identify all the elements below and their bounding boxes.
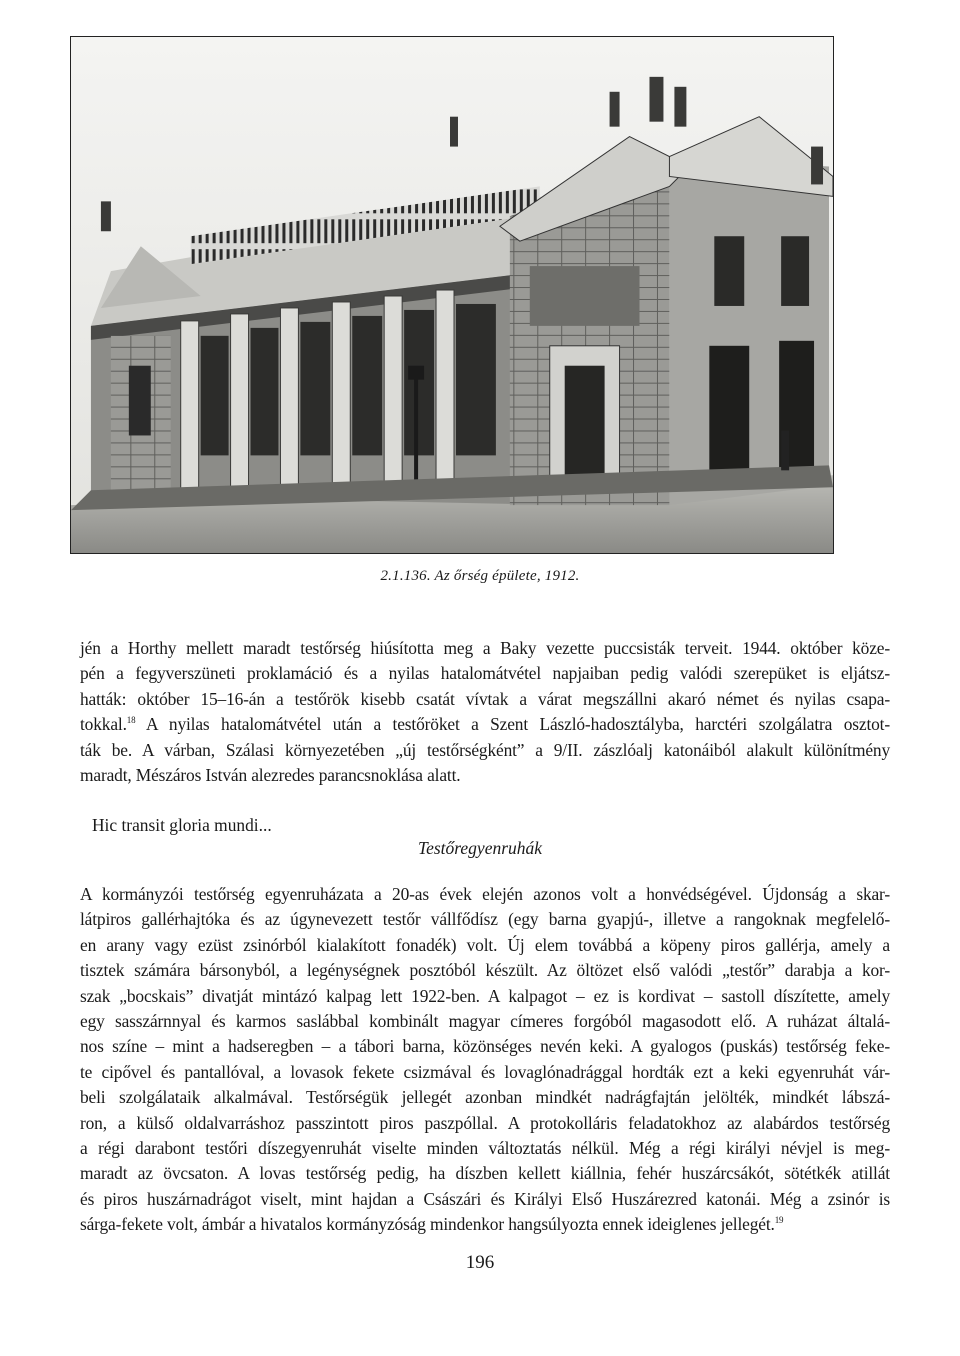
paragraph-2-line: tisztek számára bársonyból, a legénységnek posztóból készült. Az öltözet első valódi „testőr” darabja a kor- [80, 960, 890, 981]
paragraph-2-line: a régi darabont testőri díszegyenruhát viselte minden változtatás nélkül. Még a régi királyi névjel is meg- [80, 1138, 890, 1159]
paragraph-2-line: és piros huszárnadrágot viselt, mint hajdan a Császári és Királyi Első Huszárezred katonái. Még a zsinór is [80, 1188, 890, 1209]
page-number: 196 [465, 1252, 495, 1273]
paragraph-1-line: jén a Horthy mellett maradt testőrség hiúsította meg a Baky vezette puccsisták terveit. 1944. október köze- [80, 638, 890, 658]
paragraph-2-line: egy sasszárnnyal és karmos saslábbal kombinált magyar címeres forgóból magasodott elő. A ruházat általá- [80, 1011, 890, 1032]
paragraph-2 [80, 882, 890, 1238]
paragraph-2-line: maradt az övcsaton. A lovas testőrség pedig, ha díszben kellett kiállnia, fehér huszárcsákót, sötétkék atillát [80, 1163, 890, 1184]
paragraph-2-line: nos színe – mint a hadseregben – a tábori barna, közönséges nevén keki. A gyalogos (puskás) testőrség feke- [80, 1036, 890, 1057]
paragraph-2-line: en arany vagy ezüst zsinórból kialakított fonadék) volt. Új elem továbbá a köpeny piros gallérja, amely a [80, 934, 890, 955]
paragraph-2-segment: sárga-fekete volt, ámbár a hivatalos kormányzóság mindenkor hangsúlyozta ennek ideiglenes jellegét. [80, 1214, 775, 1235]
paragraph-1-line: pén a fegyverszüneti proklamáció és a nyilas hatalomátvétel napjaiban pedig valódi szerepüket is eljátsz- [80, 663, 890, 684]
paragraph-2-line [80, 1212, 890, 1237]
hic-transit-line: Hic transit gloria mundi... [92, 815, 272, 835]
paragraph-1-segment: A nyilas hatalomátvétel után a testőröket a Szent László-hadosztályba, harctéri szolgálatra osztot- [135, 714, 890, 735]
paragraph-2-line: te cipővel és pantallóval, a lovasok fekete csizmával és lovaglónadrággal hordták ezt a keki egyenruhát vár- [80, 1061, 890, 1082]
paragraph-1 [80, 636, 890, 788]
paragraph-2-line: szak „bocskais” divatját mintázó kalpag lett 1922-ben. A kalpagot – ez is kordivat – sastoll díszítette, amely [80, 985, 890, 1006]
paragraph-1-line: hatták: október 15–16-án a testőrök kisebb csatát vívtak a várat megszállni akaró német és nyilas csapa- [80, 688, 890, 709]
building-photograph [70, 36, 834, 554]
footnote-ref-18: 18 [126, 715, 136, 726]
paragraph-2-line: ron, a külső oldalvarráshoz passzintott piros paszpóllal. A protokolláris feladatokhoz az alabárdos testőrség [80, 1112, 890, 1133]
figure-caption [0, 568, 960, 585]
paragraph-2-line: látpiros gallérhajtóka és az úgynevezett testőr vállfődísz (egy barna gyapjú-, illetve a rangoknak megfelelő- [80, 909, 890, 930]
caption-number: 2.1.136. [380, 568, 431, 584]
paragraph-2-line: beli szolgálataik alkalmával. Testőrségük jellegét azonban mindkét nadrágfajtán jelölték, mindkét lábszá- [80, 1087, 890, 1108]
paragraph-1-segment: tokkal. [80, 714, 127, 735]
paragraph-2-line: A kormányzói testőrség egyenruházata a 20-as évek elején azonos volt a honvédségével. Újdonság a skar- [80, 884, 890, 904]
paragraph-1-line: maradt, Mészáros István alezredes parancsnoklása alatt. [80, 765, 461, 786]
paragraph-1-line: ták be. A várban, Szálasi környezetében „új testőrségként” a 9/II. zászlóalj katonáiból alakult különítmény [80, 739, 890, 760]
building-illustration [71, 37, 833, 553]
paragraph-1-line [80, 712, 890, 737]
footnote-ref-19: 19 [774, 1215, 784, 1226]
section-title: Testőregyenruhák [417, 838, 543, 858]
caption-text: Az őrség épülete, 1912. [434, 568, 580, 584]
